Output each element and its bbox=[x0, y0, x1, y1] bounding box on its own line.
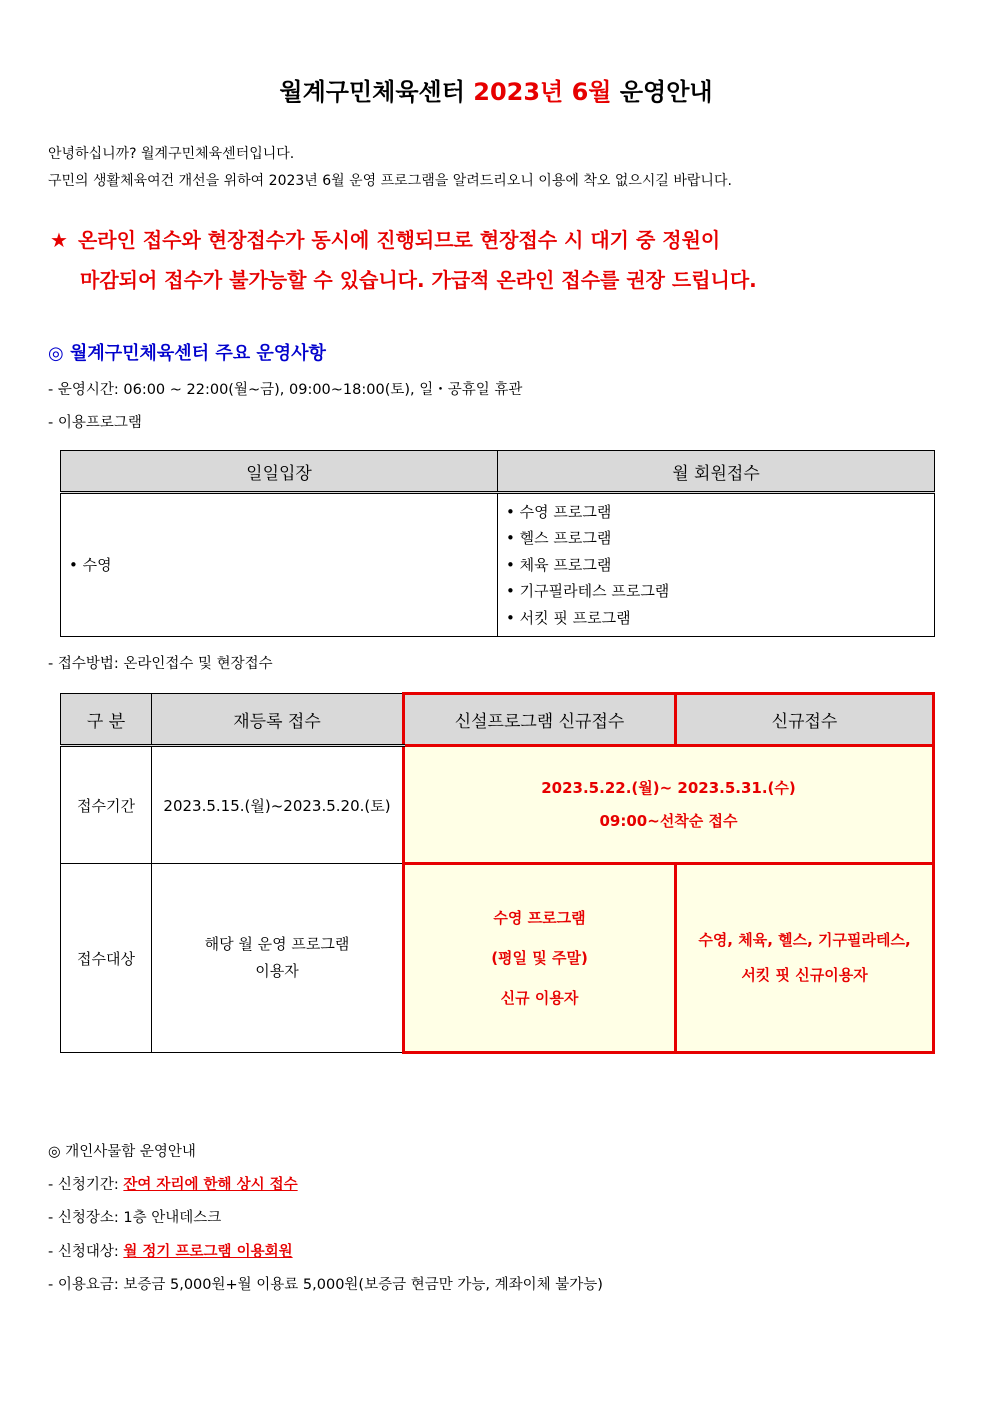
title-highlight: 2023년 6월 bbox=[473, 78, 612, 106]
list-item: • 헬스 프로그램 bbox=[506, 525, 926, 552]
section-operations-heading: ◎ 월계구민체육센터 주요 운영사항 bbox=[48, 343, 326, 364]
locker-place: - 신청장소: 1층 안내데스크 bbox=[48, 1210, 222, 1226]
reregister-target: 해당 월 운영 프로그램 이용자 bbox=[152, 864, 404, 1053]
star-icon: ★ bbox=[50, 228, 68, 252]
new-program-target: 수영 프로그램 (평일 및 주말) 신규 이용자 bbox=[404, 864, 676, 1053]
new-program-header: 신설프로그램 신규접수 bbox=[404, 694, 676, 746]
list-item: • 수영 bbox=[69, 552, 489, 579]
new-registration-period: 2023.5.22.(월)~ 2023.5.31.(수) 09:00~선착순 접수 bbox=[404, 746, 934, 864]
target-label: 접수대상 bbox=[61, 864, 152, 1053]
operating-hours: - 운영시간: 06:00 ~ 22:00(월~금), 09:00~18:00(토), 일・공휴일 휴관 bbox=[48, 382, 523, 398]
list-item: • 체육 프로그램 bbox=[506, 552, 926, 579]
daily-programs-cell bbox=[61, 493, 498, 637]
reregister-period: 2023.5.15.(월)~2023.5.20.(토) bbox=[152, 746, 404, 864]
new-registration-header: 신규접수 bbox=[676, 694, 934, 746]
programs-table bbox=[60, 450, 935, 637]
programs-label: - 이용프로그램 bbox=[48, 415, 142, 431]
reregister-header: 재등록 접수 bbox=[152, 694, 404, 746]
list-item: • 수영 프로그램 bbox=[506, 499, 926, 526]
notice-line-2: 마감되어 접수가 불가능할 수 있습니다. 가급적 온라인 접수를 권장 드립니다. bbox=[80, 268, 757, 292]
monthly-member-header: 월 회원접수 bbox=[498, 451, 935, 493]
new-registration-target: 수영, 체육, 헬스, 기구필라테스, 서킷 핏 신규이용자 bbox=[676, 864, 934, 1053]
category-header: 구 분 bbox=[61, 694, 152, 746]
monthly-programs-cell bbox=[498, 493, 935, 637]
locker-period: - 신청기간: 잔여 자리에 한해 상시 접수 bbox=[48, 1177, 298, 1193]
intro-line-1: 안녕하십니까? 월계구민체육센터입니다. bbox=[48, 146, 295, 162]
registration-table bbox=[60, 692, 935, 1054]
page-title: 월계구민체육센터 2023년 6월 운영안내 bbox=[279, 78, 713, 106]
list-item: • 기구필라테스 프로그램 bbox=[506, 578, 926, 605]
period-label: 접수기간 bbox=[61, 746, 152, 864]
notice-line-1: ★ 온라인 접수와 현장접수가 동시에 진행되므로 현장접수 시 대기 중 정원이 bbox=[50, 228, 721, 252]
list-item: • 서킷 핏 프로그램 bbox=[506, 605, 926, 632]
daily-entry-header: 일일입장 bbox=[61, 451, 498, 493]
locker-fee: - 이용요금: 보증금 5,000원+월 이용료 5,000원(보증금 현금만 가능, 계좌이체 불가능) bbox=[48, 1277, 603, 1293]
registration-method: - 접수방법: 온라인접수 및 현장접수 bbox=[48, 656, 273, 672]
locker-target: - 신청대상: 월 정기 프로그램 이용회원 bbox=[48, 1244, 293, 1260]
section-locker-heading: ◎ 개인사물함 운영안내 bbox=[48, 1144, 196, 1160]
intro-line-2: 구민의 생활체육여건 개선을 위하여 2023년 6월 운영 프로그램을 알려드리오니 이용에 착오 없으시길 바랍니다. bbox=[48, 173, 732, 189]
